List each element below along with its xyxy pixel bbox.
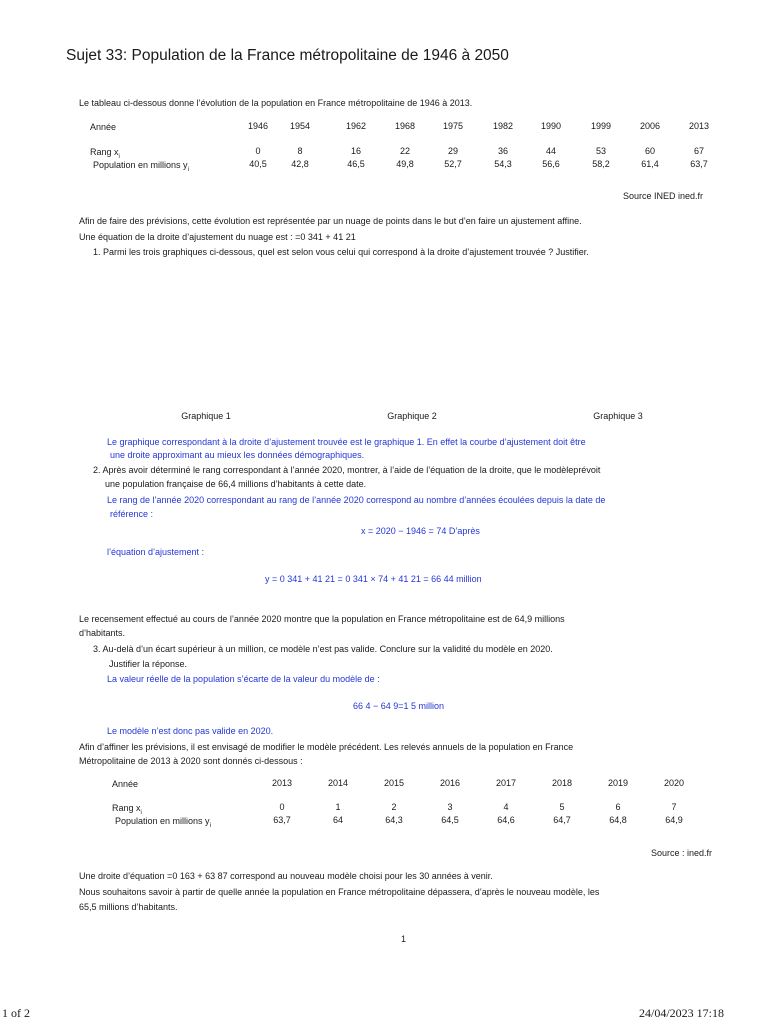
table2-rank-cell: 4 (503, 802, 509, 812)
table2-pop-cell: 64 (332, 815, 343, 825)
table2-rank-cell: 5 (559, 802, 565, 812)
table1-rank-cell: 60 (644, 146, 655, 156)
table2-rank-cell: 7 (671, 802, 677, 812)
table1-pop-cell: 46,5 (347, 159, 365, 169)
table1-year-cell: 2013 (688, 121, 710, 131)
table1-year-cell: 1990 (540, 121, 562, 131)
table2-rank-cell: 0 (279, 802, 285, 812)
graph-1-label: Graphique 1 (181, 411, 231, 421)
graph-3-label: Graphique 3 (593, 411, 643, 421)
answer-3-line-1: La valeur réelle de la population s’écarte de la valeur du modèle de : (107, 674, 380, 684)
graph-2-label: Graphique 2 (387, 411, 437, 421)
table1-year-cell: 1968 (394, 121, 416, 131)
table2-rank-cell: 2 (391, 802, 397, 812)
answer-2-line-1: Le rang de l’année 2020 correspondant au rang de l’année 2020 correspond au nombre d’années écoulées depuis la date de (107, 495, 606, 505)
table1-year-cell: 1999 (590, 121, 612, 131)
paragraph-forecast: Afin de faire des prévisions, cette évolution est représentée par un nuage de points dans le but d’en faire un ajustement affine. (79, 216, 582, 226)
refine-line-2: Métropolitaine de 2013 à 2020 sont donnés ci-dessous : (79, 756, 303, 766)
table1-pop-cell: 58,2 (592, 159, 610, 169)
question-1: 1. Parmi les trois graphiques ci-dessous, quel est selon vous celui qui correspond à la droite d’ajustement trouvée ? Justifier. (93, 247, 589, 257)
table2-year-cell: 2018 (551, 778, 573, 788)
table2-pop-cell: 64,7 (553, 815, 571, 825)
answer-1-line-1: Le graphique correspondant à la droite d’ajustement trouvée est le graphique 1. En effet la courbe d’ajustement doit être (107, 437, 586, 447)
table1-pop-cell: 40,5 (249, 159, 267, 169)
answer-2-line-2: référence : (110, 509, 154, 519)
question-3-line-2: Justifier la réponse. (109, 659, 188, 669)
refine-line-1: Afin d’affiner les prévisions, il est envisagé de modifier le modèle précédent. Les relevés annuels de la population en France (79, 742, 574, 752)
table2-year-cell: 2014 (327, 778, 349, 788)
table1-year-cell: 1954 (289, 121, 311, 131)
table2-year-cell: 2013 (271, 778, 293, 788)
table1-rank-cell: 16 (350, 146, 361, 156)
question-2-line-1: 2. Après avoir déterminé le rang correspondant à l’année 2020, montrer, à l’aide de l’équation de la droite, que le modèleprévoit (93, 465, 601, 475)
table1-year-cell: 1975 (442, 121, 464, 131)
table2-rank-cell: 6 (615, 802, 621, 812)
table2-pop-cell: 64,5 (441, 815, 459, 825)
answer-2-calculation: y = 0 341 + 41 21 = 0 341 × 74 + 41 21 = 66 44 million (265, 574, 482, 584)
census-line-2: d’habitants. (79, 628, 126, 638)
print-page-count: 1 of 2 (2, 1006, 30, 1020)
table1-rank-cell: 44 (545, 146, 556, 156)
census-line-1: Le recensement effectué au cours de l’année 2020 montre que la population en France métropolitaine est de 64,9 millions (79, 614, 565, 624)
final-question-line-1: Nous souhaitons savoir à partir de quelle année la population en France métropolitaine dépassera, d’après le nouveau modèle, les (79, 887, 600, 897)
intro-text: Le tableau ci-dessous donne l’évolution de la population en France métropolitaine de 1946 à 2013. (79, 98, 473, 108)
question-3-line-1: 3. Au-delà d’un écart supérieur à un million, ce modèle n’est pas valide. Conclure sur la validité du modèle en 2020. (93, 644, 553, 654)
table1-rank-cell: 67 (693, 146, 704, 156)
table1-rank-label: Rang $x_i$ (90, 147, 120, 160)
table1-pop-label: Population en millions $y_i$ (93, 160, 189, 173)
table2-pop-cell: 64,9 (665, 815, 683, 825)
table1-rank-cell: 8 (297, 146, 303, 156)
table2-pop-cell: 64,6 (497, 815, 515, 825)
table2-year-cell: 2017 (495, 778, 517, 788)
answer-3-calculation: 66 4 − 64 9=1 5 million (353, 701, 445, 711)
table1-year-cell: 2006 (639, 121, 661, 131)
table1-pop-cell: 56,6 (542, 159, 560, 169)
table2-pop-cell: 64,8 (609, 815, 627, 825)
page-title: Sujet 33: Population de la France métropolitaine de 1946 à 2050 (66, 47, 509, 64)
table1-pop-cell: 63,7 (690, 159, 708, 169)
print-timestamp: 24/04/2023 17:18 (639, 1006, 725, 1020)
table1-pop-cell: 54,3 (494, 159, 512, 169)
table1-pop-cell: 49,8 (396, 159, 414, 169)
answer-1-line-2: une droite approximant au mieux les données démographiques. (110, 450, 365, 460)
final-question-line-2: 65,5 millions d’habitants. (79, 902, 178, 912)
answer-3-conclusion: Le modèle n’est donc pas valide en 2020. (107, 726, 274, 736)
page-number: 1 (401, 934, 407, 944)
table2-year-cell: 2019 (607, 778, 629, 788)
table1-pop-cell: 42,8 (291, 159, 309, 169)
table2-year-label: Année (112, 779, 139, 789)
table2-rank-cell: 3 (447, 802, 453, 812)
table2-year-cell: 2020 (663, 778, 685, 788)
table1-pop-cell: 61,4 (641, 159, 659, 169)
table2-pop-cell: 63,7 (273, 815, 291, 825)
source-ined-1: Source INED ined.fr (623, 191, 704, 201)
table1-rank-cell: 29 (447, 146, 458, 156)
table2-year-cell: 2016 (439, 778, 461, 788)
table2-pop-label: Population en millions $y_i$ (115, 816, 211, 829)
table1-pop-cell: 52,7 (444, 159, 462, 169)
table1-rank-cell: 36 (497, 146, 508, 156)
table1-year-cell: 1946 (247, 121, 269, 131)
table2-year-cell: 2015 (383, 778, 405, 788)
table1-year-cell: 1962 (345, 121, 367, 131)
table1-rank-cell: 22 (399, 146, 410, 156)
equation-line: Une équation de la droite d’ajustement du nuage est : =0 341 + 41 21 (79, 232, 356, 242)
question-2-line-2: une population française de 66,4 millions d’habitants à cette date. (105, 479, 367, 489)
answer-2-equation-label: l’équation d’ajustement : (107, 547, 205, 557)
table1-year-cell: 1982 (492, 121, 514, 131)
answer-2-formula: x = 2020 − 1946 = 74 D’après (361, 526, 480, 536)
source-ined-2: Source : ined.fr (651, 848, 713, 858)
table1-year-label: Année (90, 122, 117, 132)
table2-rank-label: Rang $x_i$ (112, 803, 142, 816)
new-model-line: Une droite d’équation =0 163 + 63 87 correspond au nouveau modèle choisi pour les 30 années à venir. (79, 871, 493, 881)
table2-pop-cell: 64,3 (385, 815, 403, 825)
table1-rank-cell: 0 (255, 146, 261, 156)
table2-rank-cell: 1 (335, 802, 341, 812)
table1-rank-cell: 53 (595, 146, 606, 156)
